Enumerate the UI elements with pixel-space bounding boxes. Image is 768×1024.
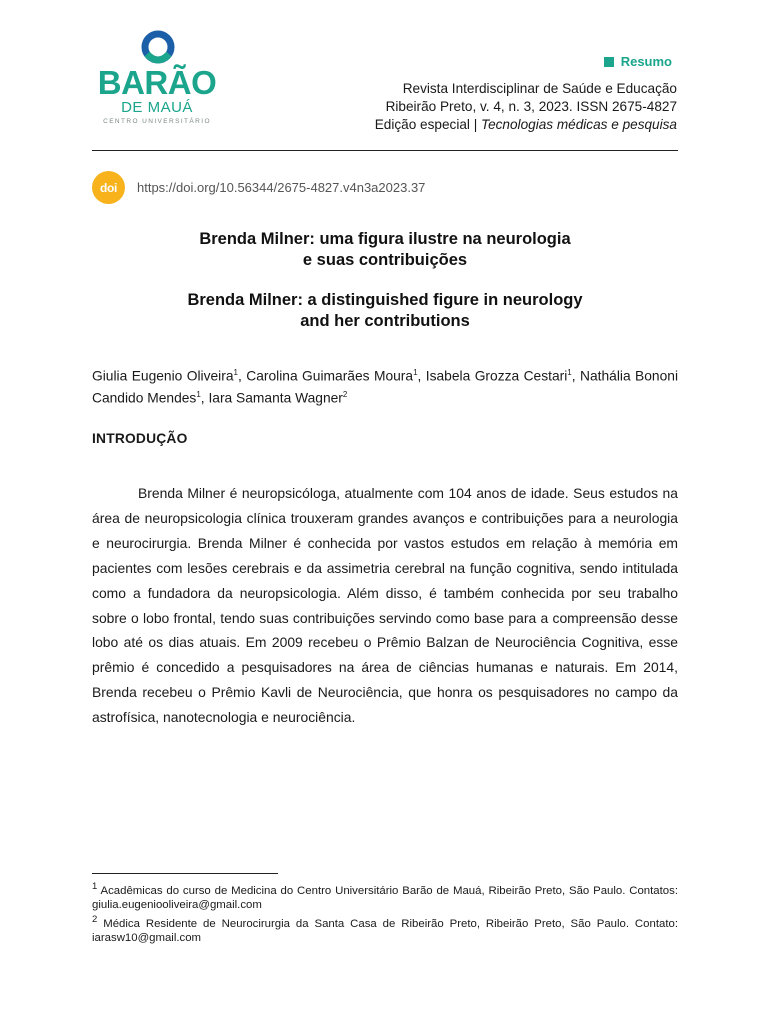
logo-wordmark: BARÃO (97, 64, 217, 101)
footnote-text: Médica Residente de Neurocirurgia da Santa Casa de Ribeirão Preto, Ribeirão Preto, São Paulo. Contato: iarasw10@gmail.com (92, 917, 678, 944)
author-affiliation-mark: 1 (567, 368, 572, 377)
author-name: Isabela Grozza Cestari (425, 368, 568, 384)
journal-edition (375, 116, 677, 134)
author-affiliation-mark: 1 (196, 389, 201, 399)
title-portuguese (92, 229, 678, 271)
title-english (92, 290, 678, 332)
edition-prefix: Edição especial | (374, 117, 482, 132)
body-paragraph: Brenda Milner é neuropsicóloga, atualmente com 104 anos de idade. Seus estudos na área de neuropsicologia clínica trouxeram grandes avanços e contribuições para a neurologia e neurocirurgia. Brenda Milner é conhecida por vastos estudos em relação à memória em pacientes com lesões cerebrais e da assimetria cerebral na função cognitiva, sendo intitulada como a fundadora da neuropsicologia. Além disso, é também conhecida por seu trabalho sobre o lobo frontal, tendo suas contribuições servindo como base para a compreensão desse lobo até os dias atuais. Em 2009 recebeu o Prêmio Balzan de Neurociência Cognitiva, esse prêmio é concedido a pesquisadores na área de ciências humanas e naturais. Em 2014, Brenda recebeu o Prêmio Kavli de Neurociência, que honra os pesquisadores no campo da astrofísica, nanotecnologia e neurociência. (92, 485, 678, 726)
author-affiliation-mark: 2 (342, 389, 348, 399)
journal-info (375, 80, 677, 134)
title-portuguese-line2: e suas contribuições (302, 251, 468, 269)
author-name: Carolina Guimarães Moura (246, 368, 414, 384)
author-name: Iara Samanta Wagner (208, 390, 343, 406)
author-list: Giulia Eugenio Oliveira$^1$, Carolina Guimarães Moura$^1$, Isabela Grozza Cestari$^1$, Nathália Bononi Candido Mendes$^1$, Iara Samanta Wagner$^2$ (92, 368, 679, 406)
footnote-text: Acadêmicas do curso de Medicina do Centro Universitário Barão de Mauá, Ribeirão Preto, São Paulo. Contatos: giulia.eugeniooliveira@gmail.com (92, 884, 678, 912)
footnote-divider (92, 873, 278, 874)
logo-tagline: CENTRO UNIVERSITÁRIO (103, 118, 211, 125)
doi-icon: doi (92, 171, 125, 204)
journal-name: Revista Interdisciplinar de Saúde e Educação (402, 81, 677, 96)
author-affiliation-mark: 1 (233, 368, 238, 377)
footnote-item (92, 913, 678, 946)
author-affiliation-mark: 1 (413, 368, 418, 377)
footnote-mark: 2 (92, 913, 98, 925)
journal-issue: Ribeirão Preto, v. 4, n. 3, 2023. ISSN 2675-4827 (385, 99, 677, 114)
author-name: Nathália Bononi Candido Mendes (92, 368, 679, 406)
author-name: Giulia Eugenio Oliveira (92, 368, 234, 384)
footnotes (92, 880, 678, 945)
section-label (604, 54, 672, 69)
title-english-line2: and her contributions (300, 312, 470, 330)
doi-row (92, 171, 425, 204)
institution-logo (92, 30, 222, 130)
logo-ring-icon (141, 30, 175, 64)
square-bullet-icon (604, 57, 614, 67)
footnote-item (92, 880, 678, 913)
section-label-text: Resumo (620, 54, 672, 69)
header-divider (92, 150, 678, 151)
section-heading: INTRODUÇÃO (92, 431, 188, 446)
footnote-mark: 1 (92, 881, 98, 892)
title-english-line1: Brenda Milner: a distinguished figure in neurology (187, 291, 583, 309)
logo-subtitle: DE MAUÁ (121, 99, 193, 116)
title-portuguese-line1: Brenda Milner: uma figura ilustre na neurologia (199, 230, 571, 248)
edition-topic: Tecnologias médicas e pesquisa (481, 117, 677, 132)
doi-link[interactable]: https://doi.org/10.56344/2675-4827.v4n3a2023.37 (137, 180, 426, 195)
